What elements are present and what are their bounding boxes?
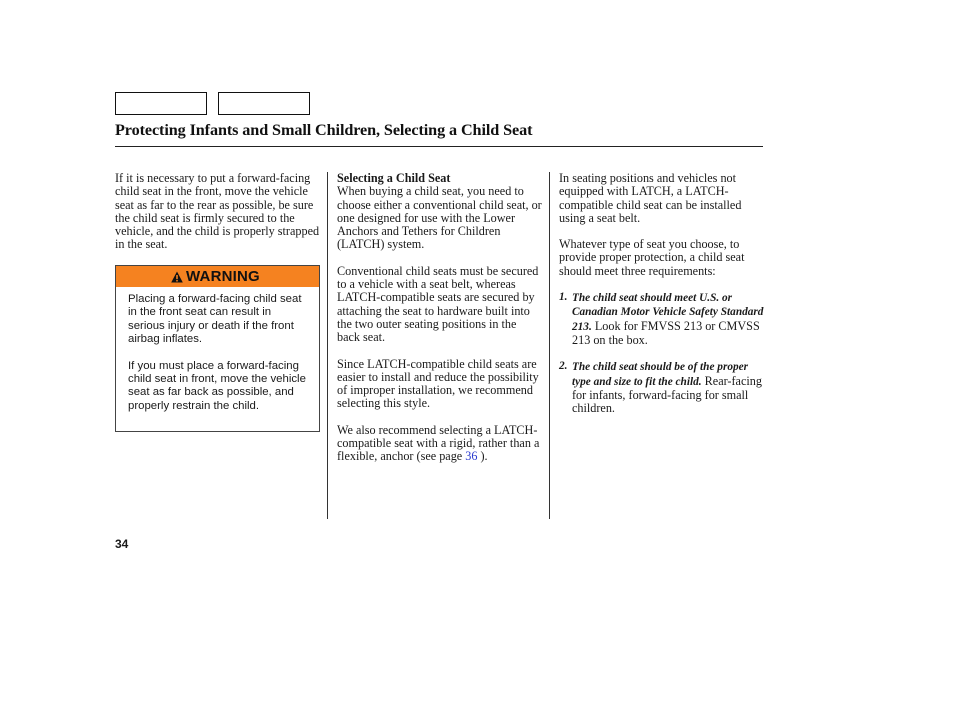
page-36-link[interactable]: 36 <box>465 449 478 464</box>
col1-paragraph: If it is necessary to put a forward-facing child seat in the front, move the vehicle seat as far to the rear as possible, be sure the child seat is firmly secured to the vehicle, and the child is properly strapped in the seat. <box>115 171 320 252</box>
nav-button-1[interactable] <box>115 92 207 115</box>
title-rule <box>115 146 763 147</box>
col2-paragraph-4-end: ). <box>477 449 488 464</box>
warning-body <box>116 287 319 413</box>
warning-box <box>115 265 320 432</box>
warning-header <box>116 266 319 287</box>
list-item-text: Rear-facing for infants, forward-facing for small children. <box>572 373 762 416</box>
list-item-number: 1. <box>559 291 568 304</box>
col2-paragraph-4 <box>337 424 542 464</box>
list-item-emphasis: The child seat should be of the proper type and size to fit the child. <box>572 361 749 388</box>
col2-paragraph-2: Conventional child seats must be secured to a vehicle with a seat belt, whereas LATCH-compatible seats are secured by attaching the seat to hardware built into the two outer seating positions in the back seat. <box>337 263 539 345</box>
warning-triangle-icon <box>171 271 183 283</box>
column-left <box>115 172 323 265</box>
requirements-list <box>559 291 769 415</box>
page-title: Protecting Infants and Small Children, Selecting a Child Seat <box>115 121 533 139</box>
col2-paragraph-1: When buying a child seat, you need to choose either a conventional child seat, or one designed for use with the Lower Anchors and Tethers for Children (LATCH) system. <box>337 184 542 252</box>
list-item <box>559 360 769 415</box>
list-item-number: 2. <box>559 360 568 373</box>
warning-label: WARNING <box>186 268 260 285</box>
col2-paragraph-4-text: We also recommend selecting a LATCH-compatible seat with a rigid, rather than a flexible, anchor (see page <box>337 422 540 464</box>
column-divider-2 <box>549 172 550 519</box>
col3-paragraph-2: Whatever type of seat you choose, to provide proper protection, a child seat should meet three requirements: <box>559 237 745 278</box>
list-item-text: Look for FMVSS 213 or CMVSS 213 on the box. <box>572 318 760 347</box>
section-subheading: Selecting a Child Seat <box>337 171 451 185</box>
column-right <box>559 172 769 428</box>
nav-button-2[interactable] <box>218 92 310 115</box>
col3-paragraph-1: In seating positions and vehicles not equipped with LATCH, a LATCH-compatible child seat can be installed using a seat belt. <box>559 171 742 225</box>
warning-paragraph-1: Placing a forward-facing child seat in the front seat can result in serious injury or death if the front airbag inflates. <box>128 293 302 346</box>
col2-paragraph-3: Since LATCH-compatible child seats are easier to install and reduce the possibility of improper installation, we recommend selecting this style. <box>337 356 539 411</box>
list-item <box>559 291 769 347</box>
column-middle <box>337 172 542 477</box>
column-divider-1 <box>327 172 328 519</box>
warning-paragraph-2: If you must place a forward-facing child seat in front, move the vehicle seat as far back as possible, and properly restrain the child. <box>128 359 306 412</box>
page-number: 34 <box>115 537 129 551</box>
list-item-emphasis: The child seat should meet U.S. or Canadian Motor Vehicle Safety Standard 213. <box>572 292 764 333</box>
